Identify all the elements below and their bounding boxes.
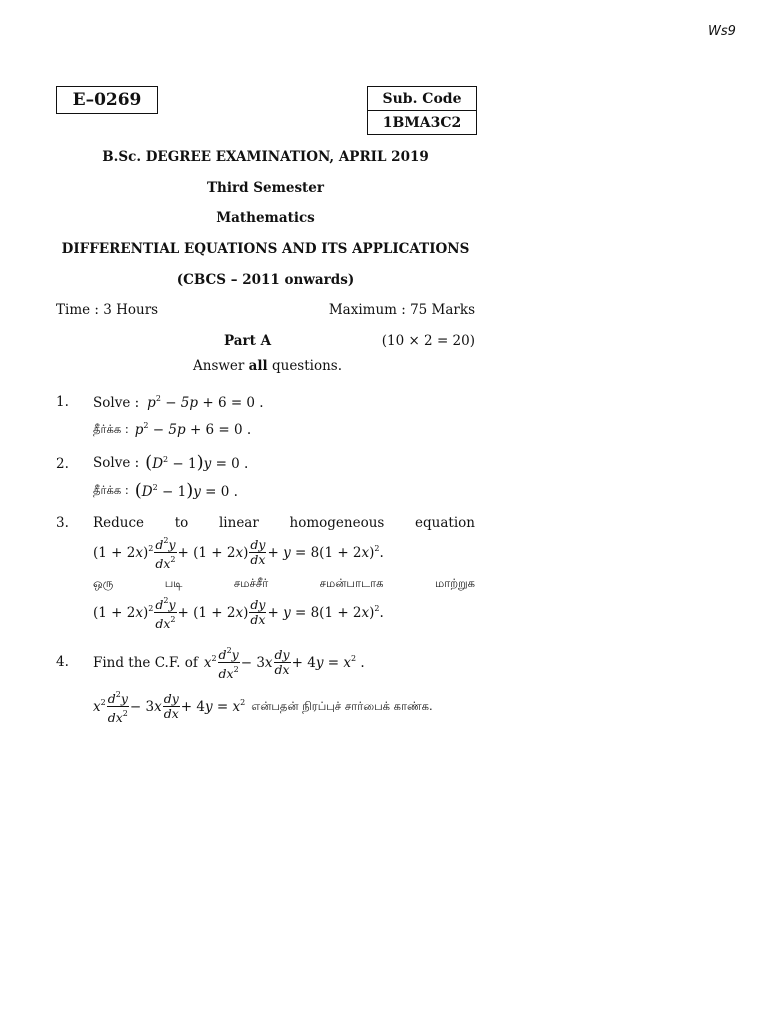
q4-prefix: Find the C.F. of — [93, 654, 198, 671]
question-number: 3. — [56, 515, 69, 531]
question-3-ta-line — [93, 576, 475, 592]
semester: Third Semester — [207, 180, 324, 196]
question-1-ta — [93, 421, 251, 438]
degree-title: B.Sc. DEGREE EXAMINATION, APRIL 2019 — [102, 149, 429, 165]
q3-word: to — [174, 515, 189, 531]
q1-ta-prefix: தீர்க்க : — [93, 421, 129, 436]
handwritten-note: Ws9 — [708, 24, 736, 39]
q3-word: Reduce — [93, 515, 145, 531]
q3-ta-word: மாற்றுக — [434, 576, 475, 590]
question-4-ta: $x^2$ $\frac{d^2y}{dx^2}$ − 3x $\frac{dy}{dx}$ + $4y = x^2$ என்பதன் நிரப்புச் சார்பைக் காண்க. — [93, 690, 433, 725]
sub-code-box — [367, 86, 477, 135]
part-marks: (10 × 2 = 20) — [381, 333, 475, 349]
q3-word: homogeneous — [289, 515, 385, 531]
question-2-ta — [93, 480, 238, 501]
q2-prefix: Solve : — [93, 454, 140, 471]
q3-ta-word: படி — [164, 576, 183, 590]
q1-equation: $p^2 - 5p + 6 = 0$ . — [147, 394, 264, 411]
subject: Mathematics — [216, 210, 315, 226]
scheme: (CBCS – 2011 onwards) — [176, 272, 355, 288]
question-number: 4. — [56, 654, 69, 670]
question-1-en — [93, 394, 264, 411]
exam-code-box: E–0269 — [56, 86, 158, 114]
q4-ta-suffix: என்பதன் நிரப்புச் சார்பைக் காண்க. — [251, 698, 433, 713]
q3-word: equation — [415, 515, 475, 531]
q2-ta-equation: $(D^2 - 1)y = 0$ . — [134, 480, 238, 501]
q3-equation: $(1 + 2x)^2$ $\frac{d^2y}{dx^2}$ + (1 + 2x) $\frac{dy}{dx}$ + $y = 8(1 + 2x)^2$. — [93, 536, 384, 571]
question-number: 1. — [56, 394, 69, 410]
question-number: 2. — [56, 456, 69, 472]
paper-title: DIFFERENTIAL EQUATIONS AND ITS APPLICATIONS — [61, 241, 470, 257]
q3-ta-equation: $(1 + 2x)^2$ $\frac{d^2y}{dx^2}$ + (1 + 2x) $\frac{dy}{dx}$ + $y = 8(1 + 2x)^2$. — [93, 596, 384, 631]
question-3-en-line — [93, 515, 475, 531]
q1-prefix: Solve : — [93, 394, 140, 411]
q2-ta-prefix: தீர்க்க : — [93, 482, 129, 497]
question-2-en — [93, 452, 248, 473]
instruction — [193, 358, 342, 374]
part-heading: Part A — [224, 333, 272, 349]
question-4-en: Find the C.F. of $x^2$ $\frac{d^2y}{dx^2}$ − 3x $\frac{dy}{dx}$ + $4y = x^2$ . — [93, 646, 365, 681]
instruction-bold: all — [248, 358, 268, 374]
time-allowed: Time : 3 Hours — [56, 302, 159, 318]
sub-code-value: 1BMA3C2 — [368, 110, 476, 134]
q1-ta-equation: $p^2 - 5p + 6 = 0$ . — [134, 421, 252, 438]
q3-ta-word: சமச்சீர் — [233, 576, 269, 590]
q3-word: linear — [218, 515, 259, 531]
instruction-pre: Answer — [193, 358, 249, 374]
instruction-post: questions. — [267, 358, 343, 374]
maximum-marks: Maximum : 75 Marks — [328, 302, 475, 318]
sub-code-label: Sub. Code — [382, 90, 462, 107]
q3-ta-word: ஒரு — [93, 576, 114, 590]
q2-equation: $(D^2 - 1)y = 0$ . — [145, 452, 249, 473]
q3-ta-word: சமன்பாடாக — [319, 576, 384, 590]
